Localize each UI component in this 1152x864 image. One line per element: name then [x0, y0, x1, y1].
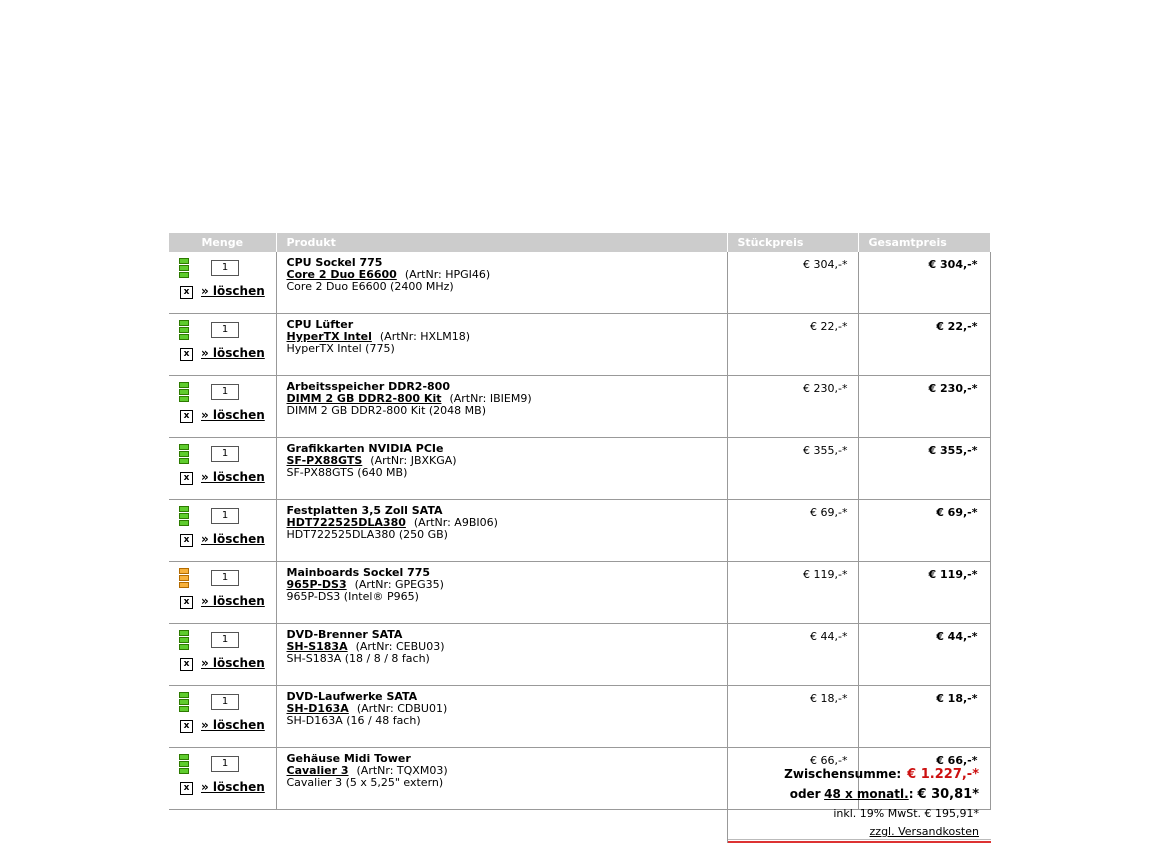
product-article-number: (ArtNr: CDBU01) — [356, 702, 448, 715]
product-name-link[interactable]: Core 2 Duo E6600 — [286, 268, 397, 281]
quantity-input[interactable]: 1 — [211, 756, 239, 772]
total-price: € 304,-* — [858, 252, 990, 314]
header-gesamtpreis: Gesamtpreis — [858, 233, 990, 252]
delete-link[interactable]: » löschen — [201, 594, 265, 608]
product-cell — [276, 624, 727, 686]
product-description: SH-S183A (18 / 8 / 8 fach) — [286, 652, 430, 665]
delete-checkbox[interactable]: x — [180, 348, 193, 361]
product-name-link[interactable]: Cavalier 3 — [286, 764, 349, 777]
delete-link[interactable]: » löschen — [201, 656, 265, 670]
product-cell — [276, 500, 727, 562]
quantity-cell — [169, 376, 276, 438]
product-article-number: (ArtNr: JBXKGA) — [370, 454, 457, 467]
product-name-link[interactable]: 965P-DS3 — [286, 578, 347, 591]
header-produkt: Produkt — [276, 233, 727, 252]
product-article-number: (ArtNr: HXLM18) — [379, 330, 471, 343]
product-name-link[interactable]: SF-PX88GTS — [286, 454, 363, 467]
stock-indicator-icon — [179, 754, 189, 775]
delete-checkbox[interactable]: x — [180, 720, 193, 733]
product-description: HyperTX Intel (775) — [286, 342, 395, 355]
unit-price: € 66,-* — [727, 748, 858, 810]
cart-row — [169, 314, 990, 376]
quantity-input[interactable]: 1 — [211, 632, 239, 648]
product-cell — [276, 562, 727, 624]
quantity-input[interactable]: 1 — [211, 322, 239, 338]
unit-price: € 22,-* — [727, 314, 858, 376]
stock-indicator-icon — [179, 258, 189, 279]
delete-link[interactable]: » löschen — [201, 284, 265, 298]
cart-row — [169, 438, 990, 500]
delete-checkbox[interactable]: x — [180, 410, 193, 423]
cart-row — [169, 624, 990, 686]
product-description: HDT722525DLA380 (250 GB) — [286, 528, 448, 541]
cart-row — [169, 500, 990, 562]
installment-colon: : — [908, 787, 914, 801]
product-category: CPU Lüfter — [286, 318, 354, 331]
total-price: € 355,-* — [858, 438, 990, 500]
stock-indicator-icon — [179, 506, 189, 527]
shopping-cart — [169, 233, 990, 810]
total-price: € 69,-* — [858, 500, 990, 562]
quantity-input[interactable]: 1 — [211, 570, 239, 586]
unit-price: € 230,-* — [727, 376, 858, 438]
delete-link[interactable]: » löschen — [201, 718, 265, 732]
unit-price: € 44,-* — [727, 624, 858, 686]
product-description: SF-PX88GTS (640 MB) — [286, 466, 408, 479]
quantity-input[interactable]: 1 — [211, 508, 239, 524]
stock-indicator-icon — [179, 320, 189, 341]
delete-checkbox[interactable]: x — [180, 596, 193, 609]
header-menge: Menge — [169, 233, 276, 252]
product-description: DIMM 2 GB DDR2-800 Kit (2048 MB) — [286, 404, 486, 417]
product-category: DVD-Laufwerke SATA — [286, 690, 418, 703]
product-article-number: (ArtNr: A9BI06) — [413, 516, 498, 529]
unit-price: € 18,-* — [727, 686, 858, 748]
quantity-input[interactable]: 1 — [211, 446, 239, 462]
total-price: € 119,-* — [858, 562, 990, 624]
product-category: Gehäuse Midi Tower — [286, 752, 411, 765]
delete-link[interactable]: » löschen — [201, 532, 265, 546]
shipping-link[interactable]: zzgl. Versandkosten — [869, 825, 979, 838]
stock-indicator-icon — [179, 382, 189, 403]
summary-underline — [728, 841, 991, 843]
installment-line — [790, 787, 979, 802]
product-cell — [276, 748, 727, 810]
quantity-input[interactable]: 1 — [211, 260, 239, 276]
installment-link[interactable]: 48 x monatl. — [824, 787, 909, 801]
unit-price: € 69,-* — [727, 500, 858, 562]
product-name-link[interactable]: HyperTX Intel — [286, 330, 372, 343]
product-category: DVD-Brenner SATA — [286, 628, 403, 641]
vat-line: inkl. 19% MwSt. € 195,91* — [833, 807, 979, 820]
cart-row — [169, 562, 990, 624]
delete-checkbox[interactable]: x — [180, 286, 193, 299]
product-cell — [276, 314, 727, 376]
product-article-number: (ArtNr: HPGI46) — [404, 268, 491, 281]
cart-body — [169, 252, 990, 810]
product-category: Grafikkarten NVIDIA PCIe — [286, 442, 444, 455]
quantity-input[interactable]: 1 — [211, 384, 239, 400]
total-price: € 230,-* — [858, 376, 990, 438]
product-name-link[interactable]: DIMM 2 GB DDR2-800 Kit — [286, 392, 442, 405]
product-description: Cavalier 3 (5 x 5,25" extern) — [286, 776, 444, 789]
quantity-cell — [169, 500, 276, 562]
quantity-cell — [169, 252, 276, 314]
delete-link[interactable]: » löschen — [201, 470, 265, 484]
product-name-link[interactable]: SH-D163A — [286, 702, 349, 715]
delete-checkbox[interactable]: x — [180, 534, 193, 547]
delete-checkbox[interactable]: x — [180, 782, 193, 795]
stock-indicator-icon — [179, 630, 189, 651]
installment-prefix: oder — [789, 787, 821, 801]
total-price: € 66,-* — [858, 748, 990, 810]
product-article-number: (ArtNr: TQXM03) — [356, 764, 448, 777]
cart-row — [169, 686, 990, 748]
cart-header-row — [169, 233, 990, 252]
product-article-number: (ArtNr: CEBU03) — [355, 640, 445, 653]
subtotal-label: Zwischensumme: — [784, 767, 902, 781]
stock-indicator-icon — [179, 692, 189, 713]
product-cell — [276, 438, 727, 500]
summary-divider — [728, 839, 991, 840]
product-description: 965P-DS3 (Intel® P965) — [286, 590, 419, 603]
delete-checkbox[interactable]: x — [180, 472, 193, 485]
product-name-link[interactable]: SH-S183A — [286, 640, 348, 653]
delete-checkbox[interactable]: x — [180, 658, 193, 671]
total-price: € 44,-* — [858, 624, 990, 686]
product-name-link[interactable]: HDT722525DLA380 — [286, 516, 406, 529]
cart-summary — [727, 757, 991, 843]
quantity-input[interactable]: 1 — [211, 694, 239, 710]
product-category: Mainboards Sockel 775 — [286, 566, 431, 579]
stock-indicator-icon — [179, 568, 189, 589]
quantity-cell — [169, 314, 276, 376]
header-stueckpreis: Stückpreis — [727, 233, 858, 252]
unit-price: € 304,-* — [727, 252, 858, 314]
subtotal-line — [784, 767, 979, 782]
quantity-cell — [169, 686, 276, 748]
product-article-number: (ArtNr: GPEG35) — [354, 578, 444, 591]
delete-link[interactable]: » löschen — [201, 780, 265, 794]
stock-indicator-icon — [179, 444, 189, 465]
product-category: CPU Sockel 775 — [286, 256, 383, 269]
product-category: Arbeitsspeicher DDR2-800 — [286, 380, 450, 393]
cart-table — [169, 233, 991, 810]
product-description: SH-D163A (16 / 48 fach) — [286, 714, 421, 727]
product-category: Festplatten 3,5 Zoll SATA — [286, 504, 443, 517]
quantity-cell — [169, 438, 276, 500]
quantity-cell — [169, 562, 276, 624]
unit-price: € 119,-* — [727, 562, 858, 624]
product-article-number: (ArtNr: IBIEM9) — [449, 392, 532, 405]
unit-price: € 355,-* — [727, 438, 858, 500]
delete-link[interactable]: » löschen — [201, 346, 265, 360]
product-cell — [276, 686, 727, 748]
subtotal-value: € 1.227,-* — [907, 767, 979, 782]
product-cell — [276, 376, 727, 438]
total-price: € 22,-* — [858, 314, 990, 376]
cart-row — [169, 376, 990, 438]
cart-row — [169, 252, 990, 314]
product-cell — [276, 252, 727, 314]
delete-link[interactable]: » löschen — [201, 408, 265, 422]
quantity-cell — [169, 748, 276, 810]
installment-value: € 30,81* — [917, 787, 979, 802]
product-description: Core 2 Duo E6600 (2400 MHz) — [286, 280, 454, 293]
quantity-cell — [169, 624, 276, 686]
total-price: € 18,-* — [858, 686, 990, 748]
